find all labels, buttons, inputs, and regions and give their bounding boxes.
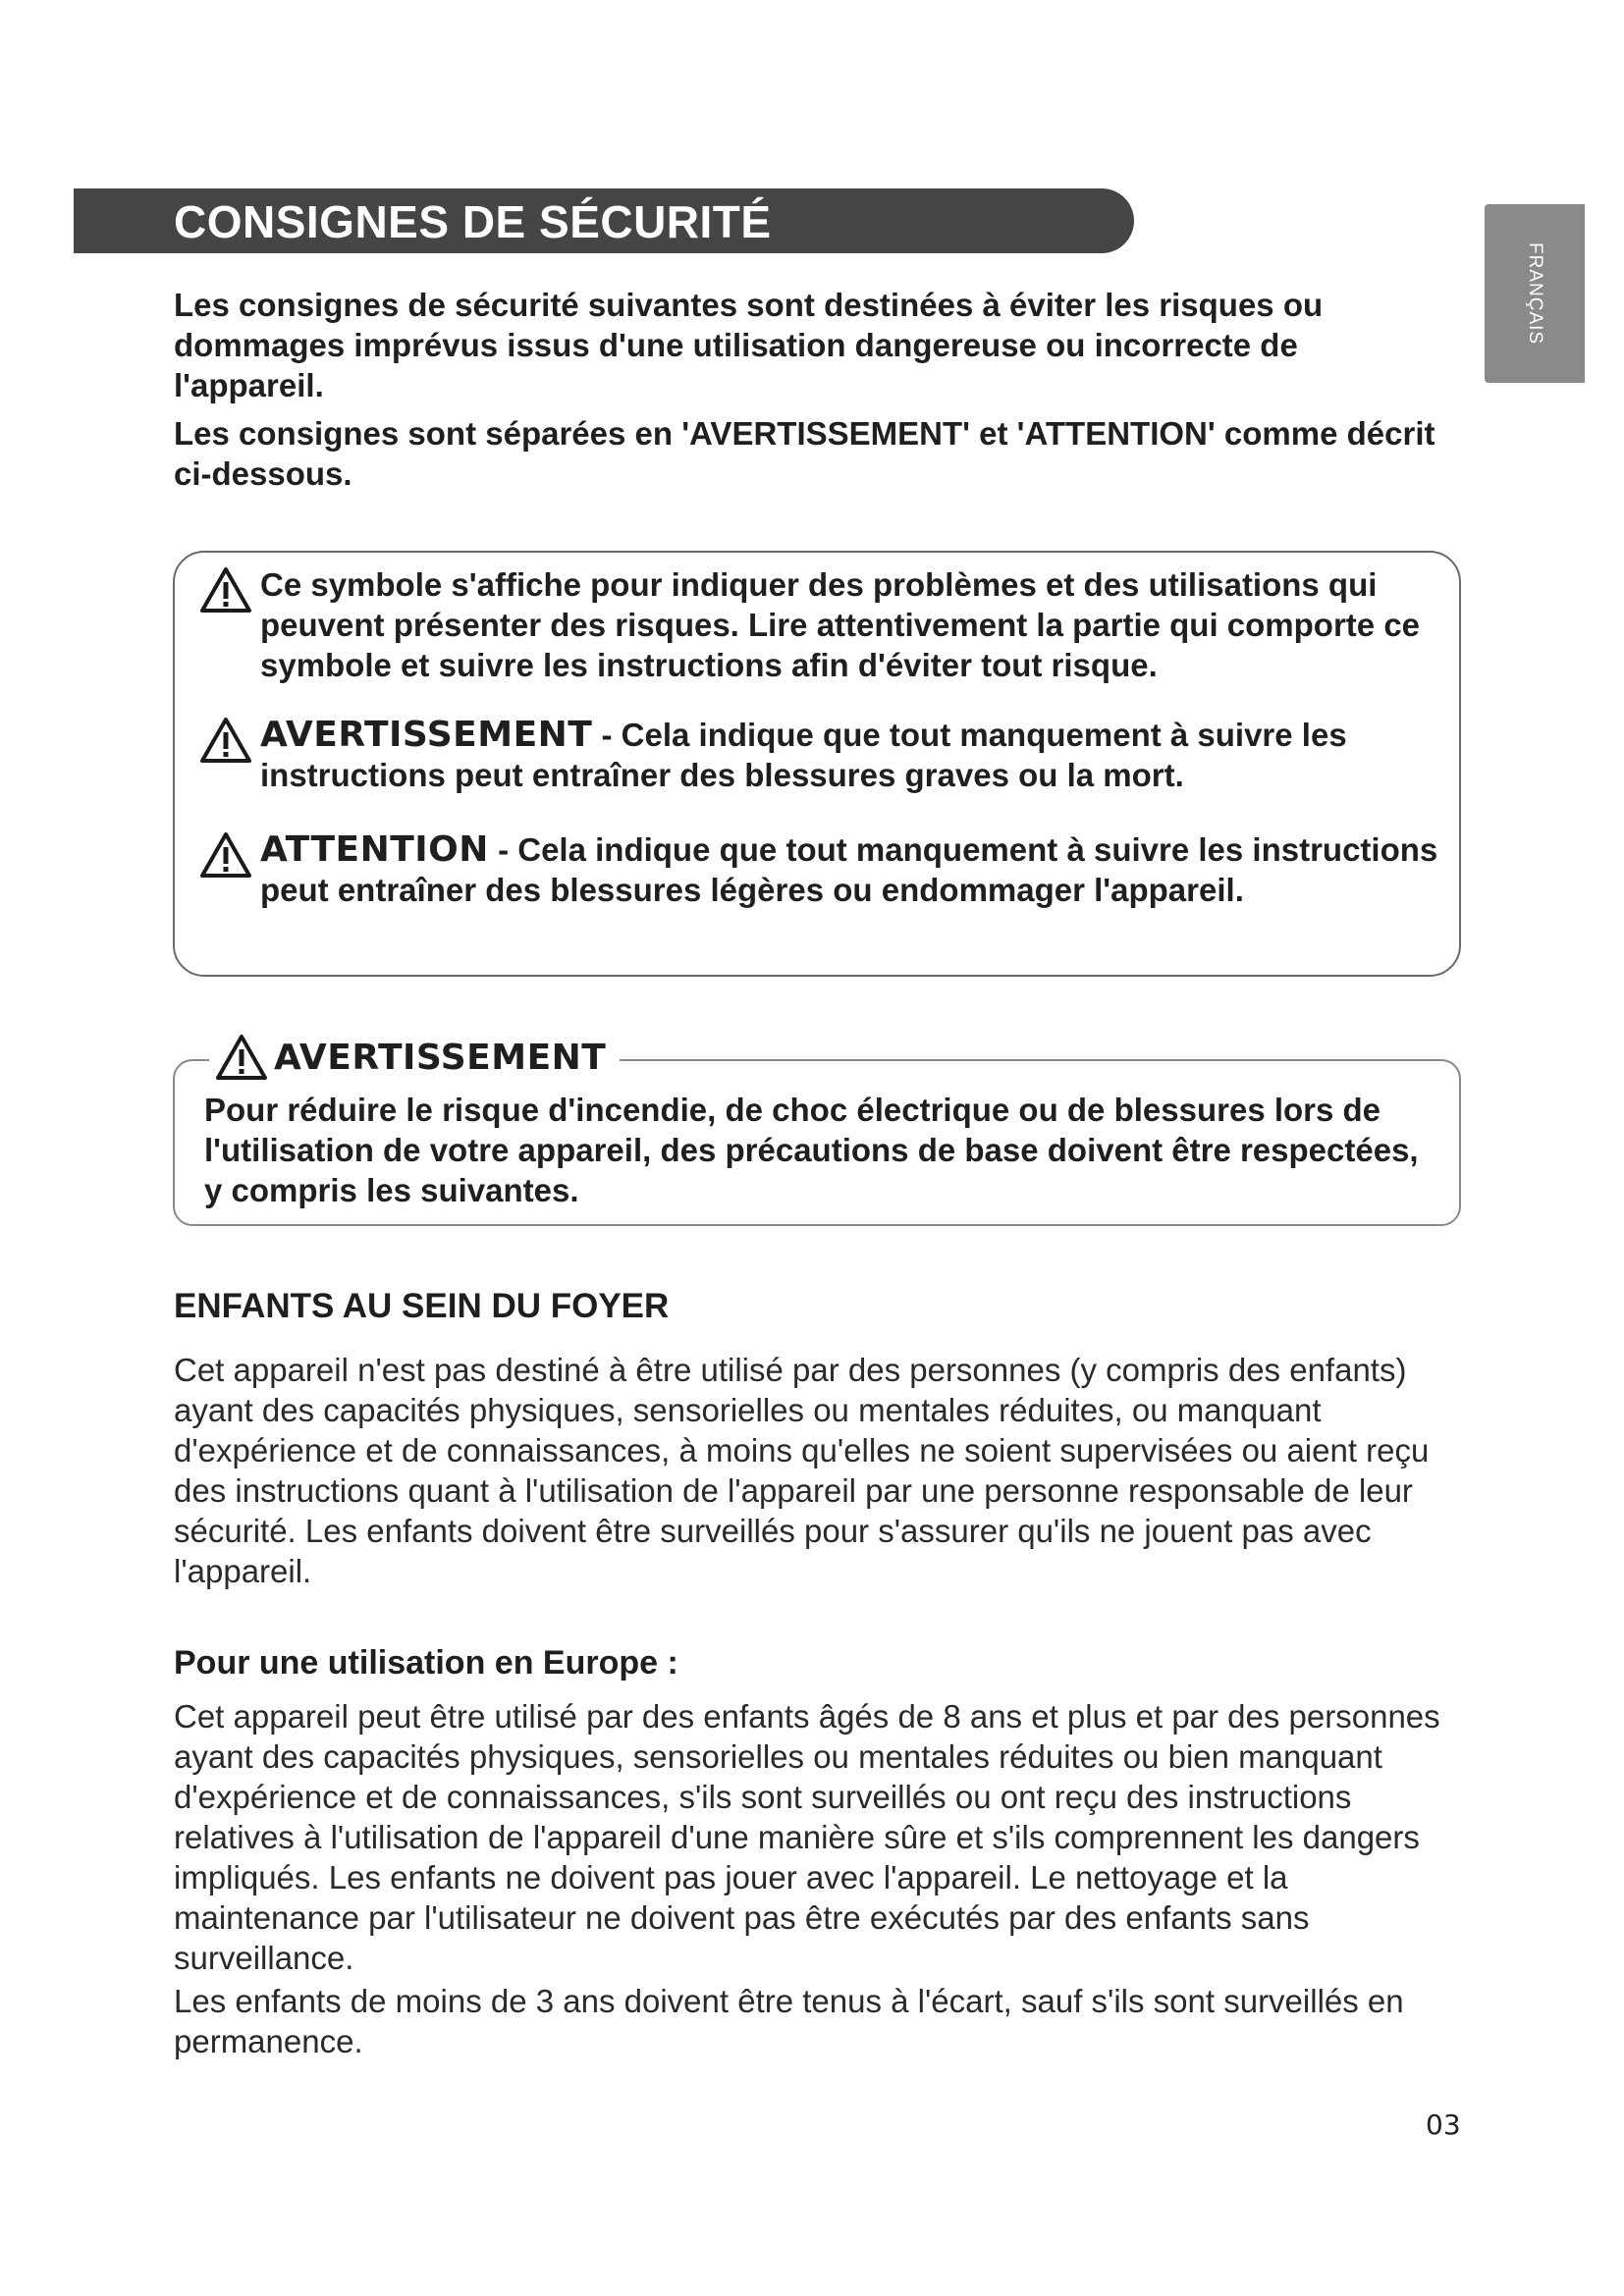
intro-paragraph-1: Les consignes de sécurité suivantes sont destinées à éviter les risques ou dommages imprévus issus d'une utilisation dangereuse ou incorrecte de l'appareil. xyxy=(174,287,1324,403)
language-tab-label: FRANÇAIS xyxy=(1525,241,1545,346)
warning-box-heading xyxy=(209,1033,620,1082)
intro-paragraph-2: Les consignes sont séparées en 'AVERTISSEMENT' et 'ATTENTION' comme décrit ci-dessous. xyxy=(174,415,1435,492)
symbol-row xyxy=(199,564,1446,692)
section-europe-text-1: Cet appareil peut être utilisé par des enfants âgés de 8 ans et plus et par des personnes ayant des capacités physiques, sensorielles ou mentales réduites ou bien manquant d'expérience et de connaissances, s'ils sont surveillés ou ont reçu des instructions relatives à l'utilisation de l'appareil d'une manière sûre et s'ils comprennent les dangers impliqués. Les enfants ne doivent pas jouer avec l'appareil. Le nettoyage et la maintenance par l'utilisateur ne doivent pas être exécutés par des enfants sans surveillance. xyxy=(174,1698,1440,1976)
page-number: 03 xyxy=(1426,2109,1461,2141)
symbol-description: Ce symbole s'affiche pour indiquer des problèmes et des utilisations qui peuvent présenter des risques. Lire attentivement la partie qui comporte ce symbole et suivre les instructions afin d'éviter tout risque. xyxy=(260,566,1421,683)
warning-box-text: Pour réduire le risque d'incendie, de choc électrique ou de blessures lors de l'utilisation de votre appareil, des précautions de base doivent être respectées, y compris les suivantes. xyxy=(204,1092,1419,1208)
warning-triangle-icon xyxy=(199,831,252,879)
warning-keyword: AVERTISSEMENT xyxy=(260,715,593,755)
warning-box-heading-text: AVERTISSEMENT xyxy=(274,1037,607,1078)
caution-definition xyxy=(260,829,1446,910)
caution-keyword: ATTENTION xyxy=(260,829,489,870)
section-children-text: Cet appareil n'est pas destiné à être utilisé par des personnes (y compris des enfants) ayant des capacités physiques, sensorielles ou mentales réduites, ou manquant d'expérience et de connaissances, à moins qu'elles ne soient supervisées ou aient reçu des instructions quant à l'utilisation de l'appareil par une personne responsable de leur sécurité. Les enfants doivent être surveillés pour s'assurer qu'ils ne jouent pas avec l'appareil. xyxy=(174,1352,1430,1589)
warning-definition xyxy=(260,715,1446,795)
warning-triangle-icon xyxy=(199,566,252,614)
page-title: CONSIGNES DE SÉCURITÉ xyxy=(174,196,772,247)
warning-triangle-icon xyxy=(215,1034,268,1081)
warning-triangle-icon xyxy=(199,717,252,764)
caution-definition-text: - Cela indique que tout manquement à suivre les instructions peut entraîner des blessures légères ou endommager l'appareil. xyxy=(260,831,1438,908)
warning-row xyxy=(199,715,1446,803)
section-europe-text-2: Les enfants de moins de 3 ans doivent être tenus à l'écart, sauf s'ils sont surveillés en permanence. xyxy=(174,1983,1404,2059)
warning-definition-text: - Cela indique que tout manquement à suivre les instructions peut entraîner des blessures graves ou la mort. xyxy=(260,717,1347,793)
section-heading-europe: Pour une utilisation en Europe : xyxy=(174,1644,678,1682)
caution-row xyxy=(199,829,1446,957)
section-heading-children: ENFANTS AU SEIN DU FOYER xyxy=(174,1287,670,1325)
